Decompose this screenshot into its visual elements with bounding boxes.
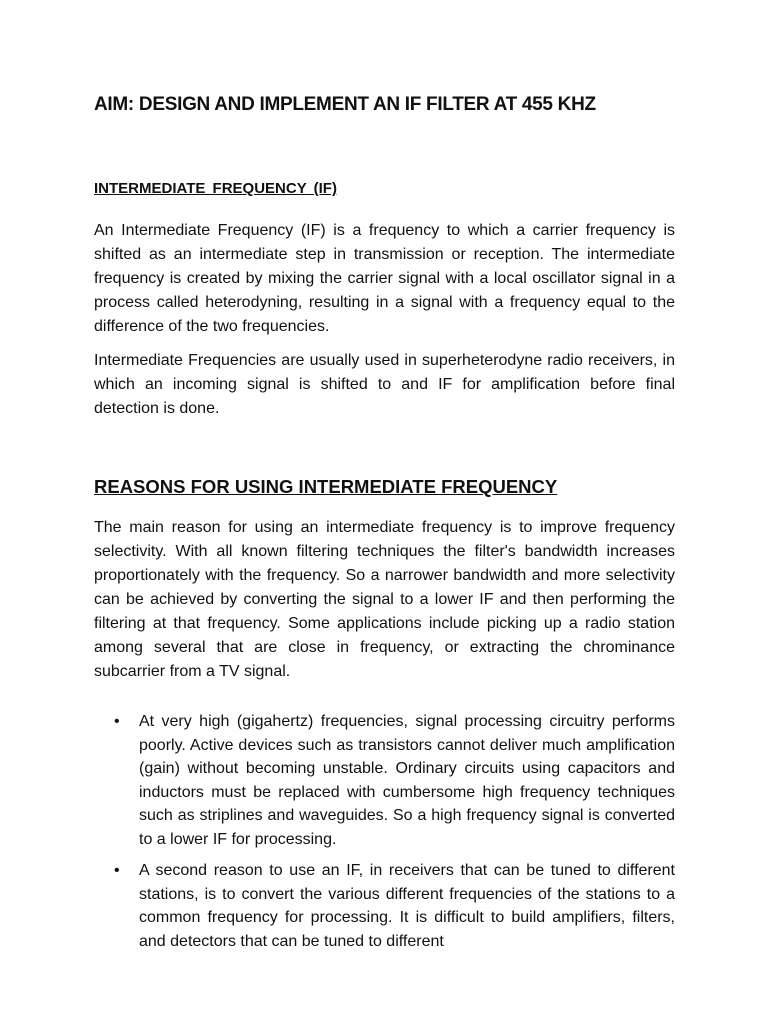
bullet-icon: •	[114, 862, 120, 879]
paragraph-if-usage: Intermediate Frequencies are usually used in superheterodyne radio receivers, in which an incoming signal is shifted to and IF for amplification before final detection is done.	[94, 352, 675, 417]
section-heading-reasons: REASONS FOR USING INTERMEDIATE FREQUENCY	[94, 476, 558, 497]
list-item	[94, 710, 675, 851]
list-item-text: A second reason to use an IF, in receivers that can be tuned to different stations, is to convert the various different frequencies of the stations to a common frequency for processing. It is difficult to build amplifiers, filters, and detectors that can be tuned to different	[139, 862, 675, 950]
paragraph-if-definition: An Intermediate Frequency (IF) is a frequency to which a carrier frequency is shifted as an intermediate step in transmission or reception. The intermediate frequency is created by mixing the carrier signal with a local oscillator signal in a process called heterodyning, resulting in a signal with a frequency equal to the difference of the two frequencies.	[94, 222, 675, 335]
paragraph-reasons: The main reason for using an intermediate frequency is to improve frequency selectivity. With all known filtering techniques the filter's bandwidth increases proportionately with the frequency. So a narrower bandwidth and more selectivity can be achieved by converting the signal to a lower IF and then performing the filtering at that frequency. Some applications include picking up a radio station among several that are close in frequency, or extracting the chrominance subcarrier from a TV signal.	[94, 519, 675, 680]
list-item-text: At very high (gigahertz) frequencies, signal processing circuitry performs poorly. Active devices such as transistors cannot deliver much amplification (gain) without becoming unstable. Ordinary circuits using capacitors and inductors must be replaced with cumbersome high frequency techniques such as striplines and waveguides. So a high frequency signal is converted to a lower IF for processing.	[139, 713, 675, 848]
reasons-bullet-list	[94, 710, 675, 961]
list-item	[94, 859, 675, 953]
page-title: AIM: DESIGN AND IMPLEMENT AN IF FILTER AT 455 KHZ	[94, 94, 596, 115]
section-heading-intermediate-frequency: INTERMEDIATE FREQUENCY (IF)	[94, 180, 337, 197]
bullet-icon: •	[114, 713, 120, 730]
